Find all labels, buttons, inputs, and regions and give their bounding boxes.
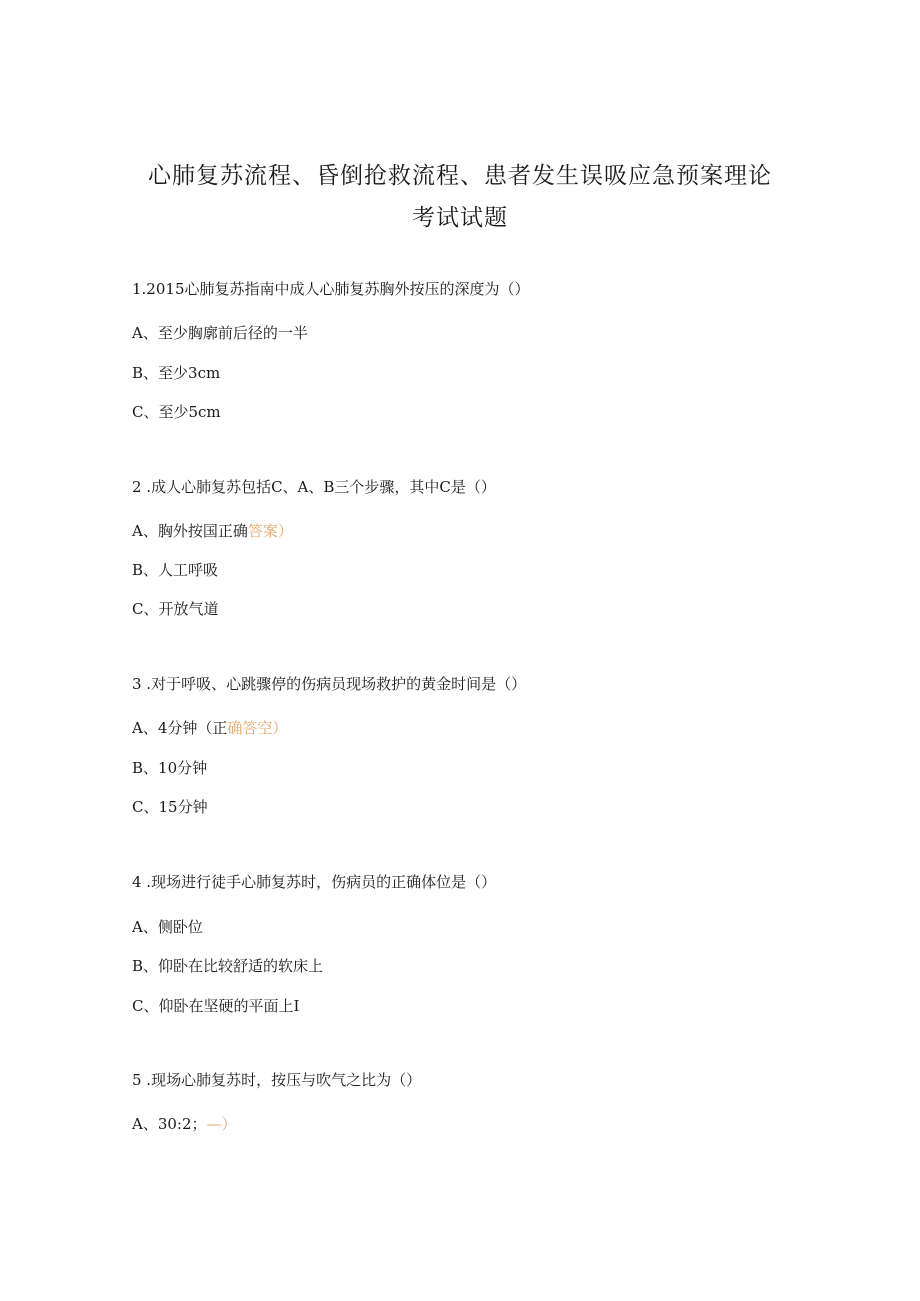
question-1-option-a xyxy=(132,326,308,341)
question-2-option-b xyxy=(132,563,218,578)
answer-note: 确答空） xyxy=(227,719,288,737)
option-text: A、30:2； xyxy=(132,1115,207,1133)
document-title-line-2: 考试试题 xyxy=(412,205,508,231)
option-text: A、胸外按国正确 xyxy=(132,522,248,540)
document-title-line-1: 心肺复苏流程、昏倒抢救流程、患者发生误吸应急预案理论 xyxy=(148,163,772,189)
option-text: B、10分钟 xyxy=(132,759,208,777)
question-3-option-a xyxy=(132,721,287,736)
option-text: B、至少3cm xyxy=(132,364,221,382)
question-4-option-b xyxy=(132,959,323,974)
question-5-option-a xyxy=(132,1117,237,1132)
question-1-option-c xyxy=(132,405,221,420)
option-text: A、至少胸廓前后径的一半 xyxy=(132,324,308,342)
option-text: C、15分钟 xyxy=(132,798,208,816)
option-text: C、仰卧在坚硬的平面上I xyxy=(132,997,300,1015)
question-4-option-c xyxy=(132,999,299,1014)
option-text: B、仰卧在比较舒适的软床上 xyxy=(132,957,324,975)
question-1-option-b xyxy=(132,366,220,381)
question-1-stem: 1.2015心肺复苏指南中成人心肺复苏胸外按压的深度为（） xyxy=(132,280,530,298)
question-2-option-c xyxy=(132,602,218,617)
question-3-option-c xyxy=(132,800,208,815)
question-3-stem: 3 .对于呼吸、心跳骤停的伤病员现场救护的黄金时间是（） xyxy=(132,675,527,693)
question-3-option-b xyxy=(132,761,207,776)
question-2-option-a xyxy=(132,524,293,539)
option-text: C、至少5cm xyxy=(132,403,221,421)
option-text: A、侧卧位 xyxy=(132,918,203,936)
option-text: C、开放气道 xyxy=(132,600,219,618)
question-4-option-a xyxy=(132,920,203,935)
question-2-stem: 2 .成人心肺复苏包括C、A、B三个步骤，其中C是（） xyxy=(132,478,496,496)
question-4-stem: 4 .现场进行徒手心肺复苏时，伤病员的正确体位是（） xyxy=(132,873,497,891)
option-text: B、人工呼吸 xyxy=(132,561,219,579)
question-5-stem: 5 .现场心肺复苏时，按压与吹气之比为（） xyxy=(132,1071,422,1089)
option-text: A、4分钟（正 xyxy=(132,719,228,737)
answer-note: —） xyxy=(206,1115,237,1133)
answer-note: 答案） xyxy=(247,522,293,540)
